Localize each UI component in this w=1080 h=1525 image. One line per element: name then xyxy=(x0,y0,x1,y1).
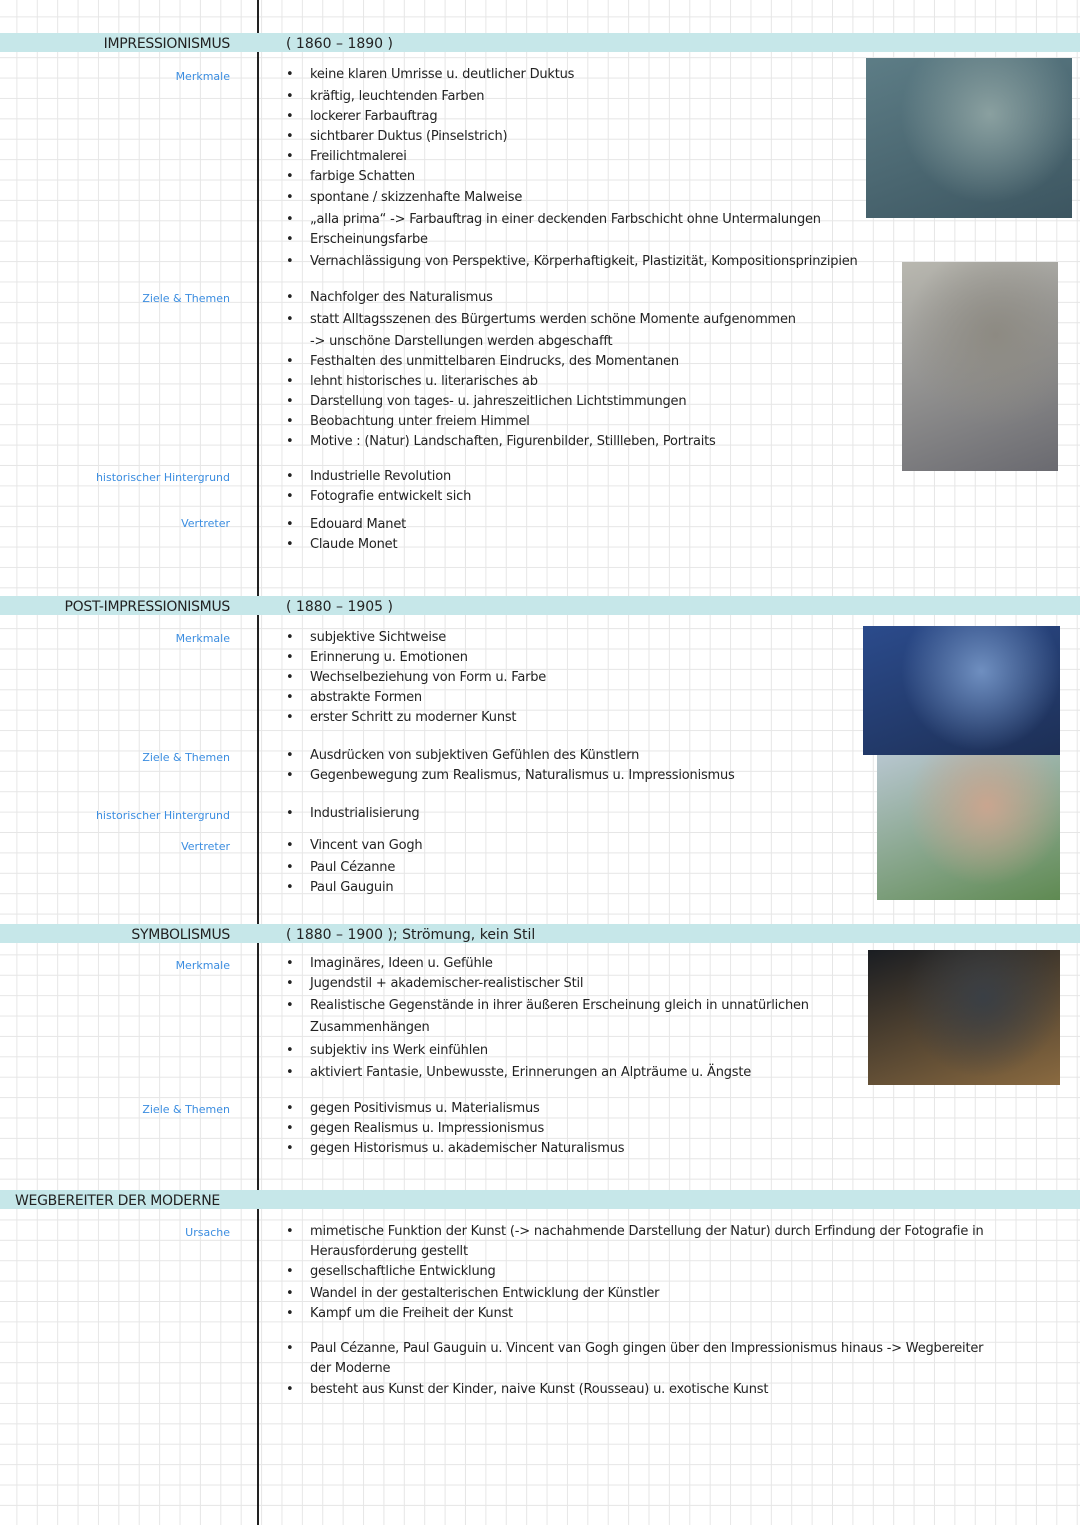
bullet-icon: • xyxy=(286,149,294,164)
list-item: Realistische Gegenstände in ihrer äußeren Erscheinung gleich in unnatürlichen xyxy=(310,998,809,1013)
list-item: gegen Positivismus u. Materialismus xyxy=(310,1101,540,1116)
list-item: Erscheinungsfarbe xyxy=(310,232,428,247)
bullet-icon: • xyxy=(286,838,294,853)
bullet-icon: • xyxy=(286,354,294,369)
list-item: Herausforderung gestellt xyxy=(310,1244,468,1259)
list-item: aktiviert Fantasie, Unbewusste, Erinnerungen an Alpträume u. Ängste xyxy=(310,1065,752,1080)
bullet-icon: • xyxy=(286,312,294,327)
list-item: der Moderne xyxy=(310,1361,391,1376)
list-item: Claude Monet xyxy=(310,537,398,552)
list-item: Paul Cézanne xyxy=(310,860,396,875)
list-item: spontane / skizzenhafte Malweise xyxy=(310,190,523,205)
bullet-icon: • xyxy=(286,1286,294,1301)
bullet-icon: • xyxy=(286,956,294,971)
bullet-icon: • xyxy=(286,630,294,645)
bullet-icon: • xyxy=(286,212,294,227)
bullet-icon: • xyxy=(286,414,294,429)
list-item: besteht aus Kunst der Kinder, naive Kunst (Rousseau) u. exotische Kunst xyxy=(310,1382,769,1397)
bullet-icon: • xyxy=(286,394,294,409)
bullet-icon: • xyxy=(286,748,294,763)
monet-impression-sunrise-image xyxy=(866,58,1072,218)
list-item: Industrialisierung xyxy=(310,806,420,821)
list-item: Freilichtmalerei xyxy=(310,149,407,164)
section-title: WEGBEREITER DER MODERNE xyxy=(15,1193,220,1209)
list-item: lehnt historisches u. literarisches ab xyxy=(310,374,538,389)
bullet-icon: • xyxy=(286,169,294,184)
bullet-icon: • xyxy=(286,190,294,205)
list-item: Jugendstil + akademischer-realistischer Stil xyxy=(310,976,584,991)
bullet-icon: • xyxy=(286,89,294,104)
group-label: Merkmale xyxy=(175,70,230,83)
group-label: Ziele & Themen xyxy=(142,292,230,305)
list-item: Ausdrücken von subjektiven Gefühlen des Künstlern xyxy=(310,748,640,763)
list-item: Industrielle Revolution xyxy=(310,469,451,484)
bullet-icon: • xyxy=(286,690,294,705)
list-item: Festhalten des unmittelbaren Eindrucks, des Momentanen xyxy=(310,354,679,369)
list-item: Paul Cézanne, Paul Gauguin u. Vincent van Gogh gingen über den Impressionismus hinaus -> Wegbereiter xyxy=(310,1341,984,1356)
list-item: sichtbarer Duktus (Pinselstrich) xyxy=(310,129,508,144)
list-item: Gegenbewegung zum Realismus, Naturalismus u. Impressionismus xyxy=(310,768,735,783)
bullet-icon: • xyxy=(286,1065,294,1080)
bullet-icon: • xyxy=(286,232,294,247)
bullet-icon: • xyxy=(286,1341,294,1356)
bullet-icon: • xyxy=(286,109,294,124)
list-item: lockerer Farbauftrag xyxy=(310,109,438,124)
section-title: POST-IMPRESSIONISMUS xyxy=(64,599,230,615)
list-item: abstrakte Formen xyxy=(310,690,422,705)
bullet-icon: • xyxy=(286,129,294,144)
group-label: Merkmale xyxy=(175,632,230,645)
section-dates: ( 1880 – 1900 ); Strömung, kein Stil xyxy=(286,927,536,943)
list-item: -> unschöne Darstellungen werden abgeschafft xyxy=(310,334,613,349)
list-item: Nachfolger des Naturalismus xyxy=(310,290,493,305)
list-item: subjektiv ins Werk einfühlen xyxy=(310,1043,488,1058)
list-item: Vernachlässigung von Perspektive, Körperhaftigkeit, Plastizität, Kompositionsprinzipien xyxy=(310,254,858,269)
column-divider xyxy=(257,0,259,1525)
list-item: Imaginäres, Ideen u. Gefühle xyxy=(310,956,493,971)
section-title: IMPRESSIONISMUS xyxy=(103,36,230,52)
bullet-icon: • xyxy=(286,860,294,875)
bullet-icon: • xyxy=(286,806,294,821)
group-label: historischer Hintergrund xyxy=(95,471,230,484)
bullet-icon: • xyxy=(286,998,294,1013)
bullet-icon: • xyxy=(286,1101,294,1116)
van-gogh-starry-night-image xyxy=(863,626,1060,755)
bullet-icon: • xyxy=(286,880,294,895)
bullet-icon: • xyxy=(286,67,294,82)
list-item: Erinnerung u. Emotionen xyxy=(310,650,468,665)
section-dates: ( 1860 – 1890 ) xyxy=(286,36,393,52)
list-item: keine klaren Umrisse u. deutlicher Duktus xyxy=(310,67,575,82)
list-item: Paul Gauguin xyxy=(310,880,394,895)
bullet-icon: • xyxy=(286,1121,294,1136)
bullet-icon: • xyxy=(286,1224,294,1239)
bullet-icon: • xyxy=(286,1141,294,1156)
list-item: Vincent van Gogh xyxy=(310,838,423,853)
bullet-icon: • xyxy=(286,650,294,665)
list-item: gegen Realismus u. Impressionismus xyxy=(310,1121,545,1136)
list-item: Wechselbeziehung von Form u. Farbe xyxy=(310,670,547,685)
bullet-icon: • xyxy=(286,1382,294,1397)
bullet-icon: • xyxy=(286,290,294,305)
list-item: Darstellung von tages- u. jahreszeitlichen Lichtstimmungen xyxy=(310,394,687,409)
group-label: Merkmale xyxy=(175,959,230,972)
monet-boulevard-des-capucines-image xyxy=(902,262,1058,471)
list-item: mimetische Funktion der Kunst (-> nachahmende Darstellung der Natur) durch Erfindung der Fotografie in xyxy=(310,1224,984,1239)
boecklin-isle-of-the-dead-image xyxy=(868,950,1060,1085)
bullet-icon: • xyxy=(286,1043,294,1058)
group-label: Vertreter xyxy=(181,840,230,853)
bullet-icon: • xyxy=(286,537,294,552)
section-title: SYMBOLISMUS xyxy=(131,927,230,943)
list-item: Beobachtung unter freiem Himmel xyxy=(310,414,530,429)
bullet-icon: • xyxy=(286,469,294,484)
section-dates: ( 1880 – 1905 ) xyxy=(286,599,393,615)
bullet-icon: • xyxy=(286,976,294,991)
list-item: kräftig, leuchtenden Farben xyxy=(310,89,485,104)
cezanne-mont-sainte-victoire-image xyxy=(877,755,1060,900)
list-item: Wandel in der gestalterischen Entwicklung der Künstler xyxy=(310,1286,660,1301)
bullet-icon: • xyxy=(286,1264,294,1279)
bullet-icon: • xyxy=(286,710,294,725)
bullet-icon: • xyxy=(286,1306,294,1321)
list-item: Zusammenhängen xyxy=(310,1020,430,1035)
group-label: Vertreter xyxy=(181,517,230,530)
bullet-icon: • xyxy=(286,254,294,269)
group-label: historischer Hintergrund xyxy=(95,809,230,822)
bullet-icon: • xyxy=(286,517,294,532)
group-label: Ursache xyxy=(185,1226,230,1239)
list-item: Motive : (Natur) Landschaften, Figurenbilder, Stillleben, Portraits xyxy=(310,434,716,449)
group-label: Ziele & Themen xyxy=(142,751,230,764)
bullet-icon: • xyxy=(286,670,294,685)
list-item: Fotografie entwickelt sich xyxy=(310,489,472,504)
list-item: subjektive Sichtweise xyxy=(310,630,447,645)
bullet-icon: • xyxy=(286,489,294,504)
list-item: gesellschaftliche Entwicklung xyxy=(310,1264,496,1279)
list-item: „alla prima“ -> Farbauftrag in einer deckenden Farbschicht ohne Untermalungen xyxy=(310,212,821,227)
list-item: erster Schritt zu moderner Kunst xyxy=(310,710,517,725)
list-item: Kampf um die Freiheit der Kunst xyxy=(310,1306,513,1321)
list-item: farbige Schatten xyxy=(310,169,415,184)
list-item: statt Alltagsszenen des Bürgertums werden schöne Momente aufgenommen xyxy=(310,312,796,327)
list-item: Edouard Manet xyxy=(310,517,407,532)
bullet-icon: • xyxy=(286,434,294,449)
bullet-icon: • xyxy=(286,374,294,389)
bullet-icon: • xyxy=(286,768,294,783)
list-item: gegen Historismus u. akademischer Naturalismus xyxy=(310,1141,625,1156)
group-label: Ziele & Themen xyxy=(142,1103,230,1116)
